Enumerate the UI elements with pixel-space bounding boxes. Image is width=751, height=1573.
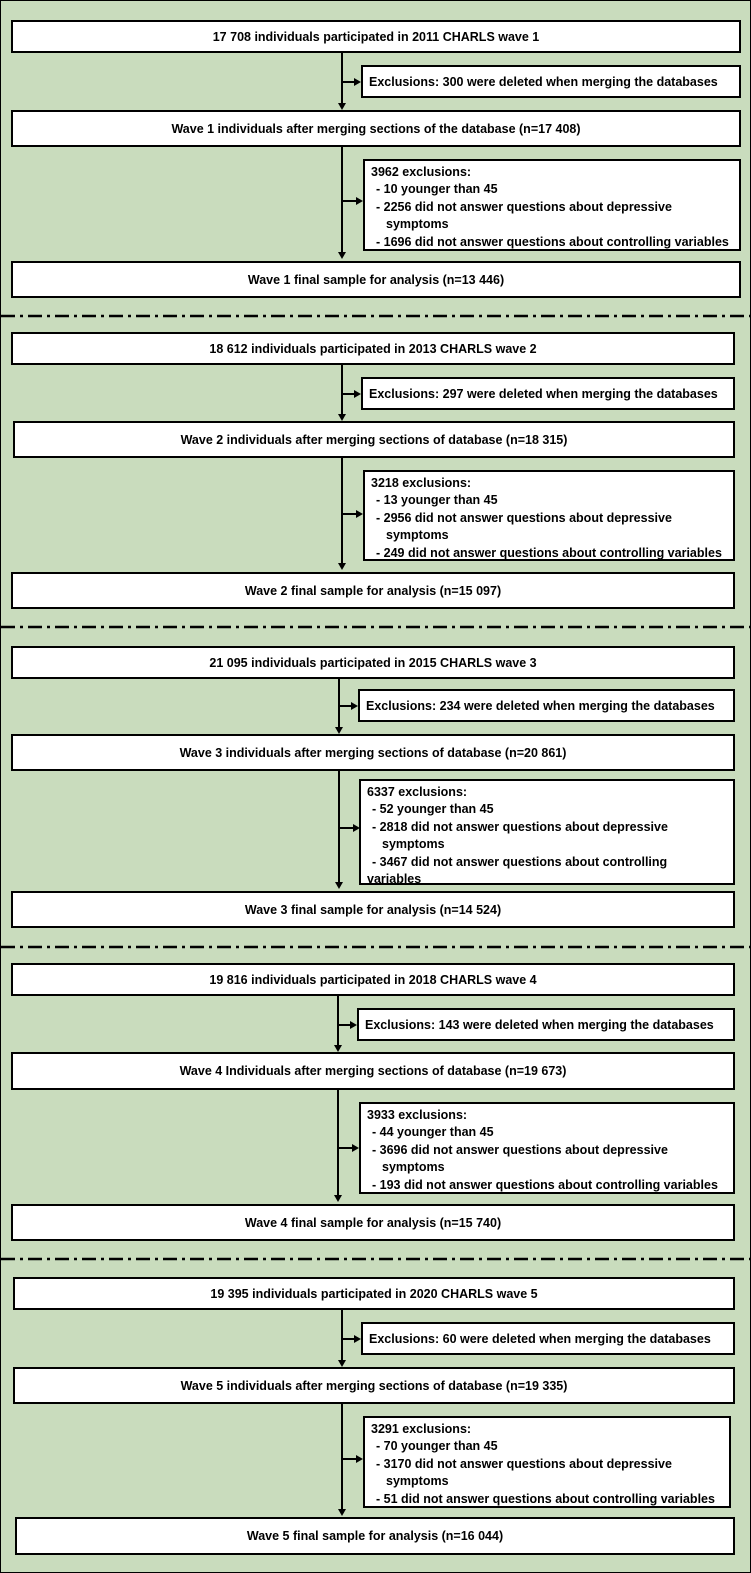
wave1-exclusions-box xyxy=(363,159,741,251)
wave5-exclusions-title: 3291 exclusions: xyxy=(371,1422,472,1436)
wave4-after-merge-label: Wave 4 Individuals after merging sections of database (n=19 673) xyxy=(179,1064,567,1078)
wave3-exclusion-item: variables xyxy=(367,872,422,887)
wave1-exclusion-item: - 2256 did not answer questions about depressive xyxy=(376,199,672,214)
wave1-final-label: Wave 1 final sample for analysis (n=13 446) xyxy=(247,272,505,287)
wave4-exclusion-item: - 193 did not answer questions about controlling variables xyxy=(372,1177,718,1192)
wave1-exclusions-title: 3962 exclusions: xyxy=(371,165,472,179)
wave1-arrow-to-merge-exclusion xyxy=(354,78,361,86)
wave3-arrow-to-final xyxy=(335,882,343,889)
wave4-participated-label: 19 816 individuals participated in 2018 CHARLS wave 4 xyxy=(209,972,537,987)
wave5-flow-line-1 xyxy=(341,1310,343,1361)
wave2-exclusions-box xyxy=(363,470,735,561)
wave5-exclusion-item: - 51 did not answer questions about controlling variables xyxy=(376,1491,715,1506)
wave3-exclusion-item: - 3467 did not answer questions about controlling xyxy=(372,854,668,869)
wave3-arrow-to-merge-exclusion xyxy=(351,702,358,710)
wave3-participated-label: 21 095 individuals participated in 2015 CHARLS wave 3 xyxy=(209,655,537,670)
wave2-arrow-to-exclusions xyxy=(356,510,363,518)
wave2-participated-label: 18 612 individuals participated in 2013 CHARLS wave 2 xyxy=(209,341,537,356)
wave4-exclusion-item: symptoms xyxy=(382,1160,445,1175)
wave5-arrow-to-final xyxy=(338,1509,346,1516)
wave5-flow-line-2 xyxy=(341,1404,343,1510)
wave2-flow-line-1 xyxy=(341,365,343,415)
wave3-final-box xyxy=(11,891,735,928)
wave1-exclusion-item: - 10 younger than 45 xyxy=(376,182,498,197)
wave5-after-merge-box xyxy=(13,1367,735,1404)
wave1-after-merge-label: Wave 1 individuals after merging sections of the database (n=17 408) xyxy=(171,121,581,136)
wave4-arrow-to-merged xyxy=(334,1045,342,1052)
wave4-flow-line-2 xyxy=(337,1090,339,1196)
wave5-participated-label: 19 395 individuals participated in 2020 CHARLS wave 5 xyxy=(210,1286,538,1301)
wave2-exclusion-item: - 13 younger than 45 xyxy=(376,493,498,508)
wave5-merge-exclusion-label: Exclusions: 60 were deleted when merging the databases xyxy=(369,1331,711,1346)
wave1-exclusion-item: - 1696 did not answer questions about controlling variables xyxy=(376,234,729,249)
wave1-branch-exclusions xyxy=(341,200,357,202)
wave1-exclusion-item: symptoms xyxy=(386,217,449,232)
wave3-exclusions-box xyxy=(359,779,735,885)
wave1-participated-label: 17 708 individuals participated in 2011 CHARLS wave 1 xyxy=(212,29,540,44)
wave5-exclusion-item: - 70 younger than 45 xyxy=(376,1439,498,1454)
wave4-merge-exclusion-label: Exclusions: 143 were deleted when merging the databases xyxy=(365,1017,714,1032)
wave4-exclusion-item: - 44 younger than 45 xyxy=(372,1125,494,1140)
wave1-final-box xyxy=(11,261,741,298)
wave2-branch-merge xyxy=(341,393,355,395)
wave2-exclusion-item: - 2956 did not answer questions about depressive xyxy=(376,510,672,525)
wave1-participated-box xyxy=(11,20,741,53)
wave3-branch-exclusions xyxy=(338,827,354,829)
wave1-flow-line-1 xyxy=(341,53,343,104)
wave2-final-box xyxy=(11,572,735,609)
wave5-after-merge-label: Wave 5 individuals after merging sections of database (n=19 335) xyxy=(180,1378,568,1393)
wave1-arrow-to-exclusions xyxy=(356,197,363,205)
wave5-final-label: Wave 5 final sample for analysis (n=16 044) xyxy=(246,1529,504,1543)
wave2-arrow-to-final xyxy=(338,563,346,570)
wave4-exclusions-title: 3933 exclusions: xyxy=(367,1108,468,1122)
wave3-arrow-to-merged xyxy=(335,727,343,734)
wave2-after-merge-box xyxy=(13,421,735,458)
wave4-branch-merge xyxy=(337,1024,351,1026)
wave5-exclusion-item: symptoms xyxy=(386,1474,449,1489)
wave5-arrow-to-merge-exclusion xyxy=(354,1335,361,1343)
wave2-final-label: Wave 2 final sample for analysis (n=15 097) xyxy=(244,583,502,598)
wave4-branch-exclusions xyxy=(337,1147,353,1149)
separator-2 xyxy=(1,625,750,629)
wave4-arrow-to-merge-exclusion xyxy=(350,1021,357,1029)
wave2-arrow-to-merge-exclusion xyxy=(354,390,361,398)
wave2-branch-exclusions xyxy=(341,513,357,515)
wave3-exclusions-title: 6337 exclusions: xyxy=(367,785,468,799)
wave2-arrow-to-merged xyxy=(338,414,346,421)
wave3-branch-merge xyxy=(338,705,352,707)
wave1-merge-exclusion-box xyxy=(361,65,741,98)
wave2-after-merge-label: Wave 2 individuals after merging sections of database (n=18 315) xyxy=(180,432,568,447)
wave5-merge-exclusion-box xyxy=(361,1322,735,1355)
wave2-exclusion-item: symptoms xyxy=(386,528,449,543)
wave2-flow-line-2 xyxy=(341,458,343,564)
wave2-merge-exclusion-label: Exclusions: 297 were deleted when merging the databases xyxy=(369,386,718,401)
wave4-final-box xyxy=(11,1204,735,1241)
wave3-final-label: Wave 3 final sample for analysis (n=14 524) xyxy=(244,902,502,917)
wave4-arrow-to-final xyxy=(334,1195,342,1202)
wave3-participated-box xyxy=(11,646,735,679)
wave1-merge-exclusion-label: Exclusions: 300 were deleted when merging the databases xyxy=(369,74,718,89)
wave4-flow-line-1 xyxy=(337,996,339,1046)
wave4-exclusions-box xyxy=(359,1102,735,1194)
wave4-final-label: Wave 4 final sample for analysis (n=15 740) xyxy=(244,1215,502,1230)
wave4-arrow-to-exclusions xyxy=(352,1144,359,1152)
wave3-exclusion-item: - 52 younger than 45 xyxy=(372,802,494,817)
wave3-merge-exclusion-label: Exclusions: 234 were deleted when merging the databases xyxy=(366,698,715,713)
wave3-exclusion-item: - 2818 did not answer questions about depressive xyxy=(372,819,668,834)
wave3-exclusion-item: symptoms xyxy=(382,837,445,852)
wave4-participated-box xyxy=(11,963,735,996)
wave3-after-merge-box xyxy=(11,734,735,771)
wave5-exclusion-item: - 3170 did not answer questions about depressive xyxy=(376,1456,672,1471)
wave5-final-box xyxy=(15,1517,735,1555)
wave1-arrow-to-merged xyxy=(338,103,346,110)
wave5-branch-exclusions xyxy=(341,1458,357,1460)
separator-4 xyxy=(1,1257,750,1261)
wave4-merge-exclusion-box xyxy=(357,1008,735,1041)
wave5-arrow-to-exclusions xyxy=(356,1455,363,1463)
wave2-participated-box xyxy=(11,332,735,365)
wave2-merge-exclusion-box xyxy=(361,377,735,410)
wave4-after-merge-box xyxy=(11,1052,735,1090)
wave5-exclusions-box xyxy=(363,1416,731,1508)
wave5-branch-merge xyxy=(341,1338,355,1340)
wave1-after-merge-box xyxy=(11,110,741,147)
wave1-branch-merge xyxy=(341,81,355,83)
wave3-flow-line-1 xyxy=(338,679,340,728)
wave4-exclusion-item: - 3696 did not answer questions about depressive xyxy=(372,1142,668,1157)
separator-3 xyxy=(1,945,750,949)
wave3-merge-exclusion-box xyxy=(358,689,735,722)
wave2-exclusion-item: - 249 did not answer questions about controlling variables xyxy=(376,545,722,560)
wave2-exclusions-title: 3218 exclusions: xyxy=(371,476,472,490)
wave5-arrow-to-merged xyxy=(338,1360,346,1367)
wave5-participated-box xyxy=(13,1277,735,1310)
wave3-after-merge-label: Wave 3 individuals after merging sections of database (n=20 861) xyxy=(179,745,567,760)
wave1-arrow-to-final xyxy=(338,252,346,259)
separator-1 xyxy=(1,314,750,318)
